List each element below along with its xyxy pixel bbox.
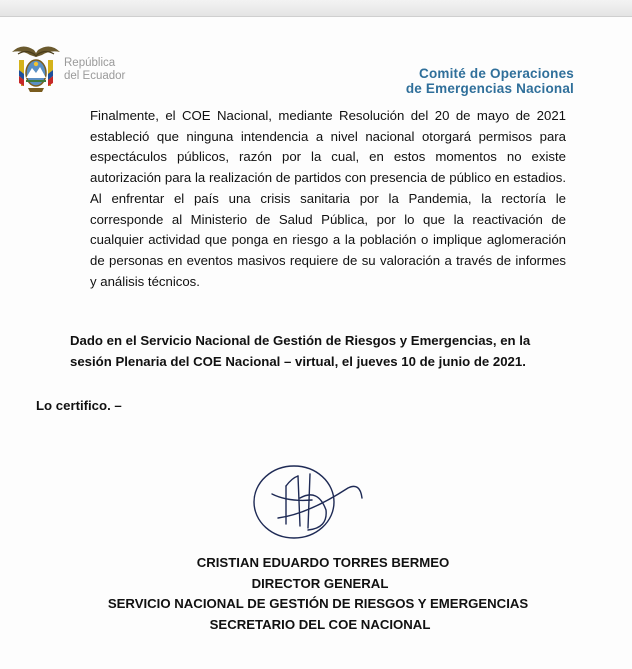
- signatory-name: CRISTIAN EDUARDO TORRES BERMEO: [196, 555, 450, 570]
- republic-label: [64, 57, 125, 83]
- signatory-title: DIRECTOR GENERAL: [251, 575, 389, 591]
- resolution-paragraph: Finalmente, el COE Nacional, mediante Resolución del 20 de mayo de 2021 estableció que ninguna intendencia a nivel nacional otorgará permisos para espectáculos públicos, razón por la cual, en estos momentos no existe autorización para la realización de partidos con presencia de público en estadios. Al enfrentar el país una crisis sanitaria por la Pandemia, la rectoría le corresponde al Ministerio de Salud Pública, por lo que la reactivación de cualquier actividad que ponga en riesgo a la población o implique aglomeración de personas en eventos masivos requiere de su valoración a través de informes y análisis técnicos.: [90, 108, 566, 289]
- handwritten-signature: [248, 458, 372, 544]
- committee-line-1: Comité de Operaciones: [419, 66, 574, 81]
- republic-line-2: del Ecuador: [64, 70, 126, 82]
- certification-line: Lo certifico. –: [36, 398, 122, 413]
- committee-line-2: de Emergencias Nacional: [405, 81, 574, 96]
- republic-line-1: República: [64, 57, 116, 69]
- signature-block: [0, 553, 632, 635]
- signatory-role: SECRETARIO DEL COE NACIONAL: [209, 616, 431, 632]
- given-in-statement: Dado en el Servicio Nacional de Gestión de Riesgos y Emergencias, en la sesión Plenaria del COE Nacional – virtual, el jueves 10 de junio de 2021.: [70, 333, 531, 369]
- ecuador-coat-of-arms-icon: [8, 40, 64, 98]
- committee-heading: [406, 66, 574, 96]
- signatory-institution: SERVICIO NACIONAL DE GESTIÓN DE RIESGOS Y EMERGENCIAS: [107, 596, 529, 611]
- viewer-top-strip: [0, 0, 632, 17]
